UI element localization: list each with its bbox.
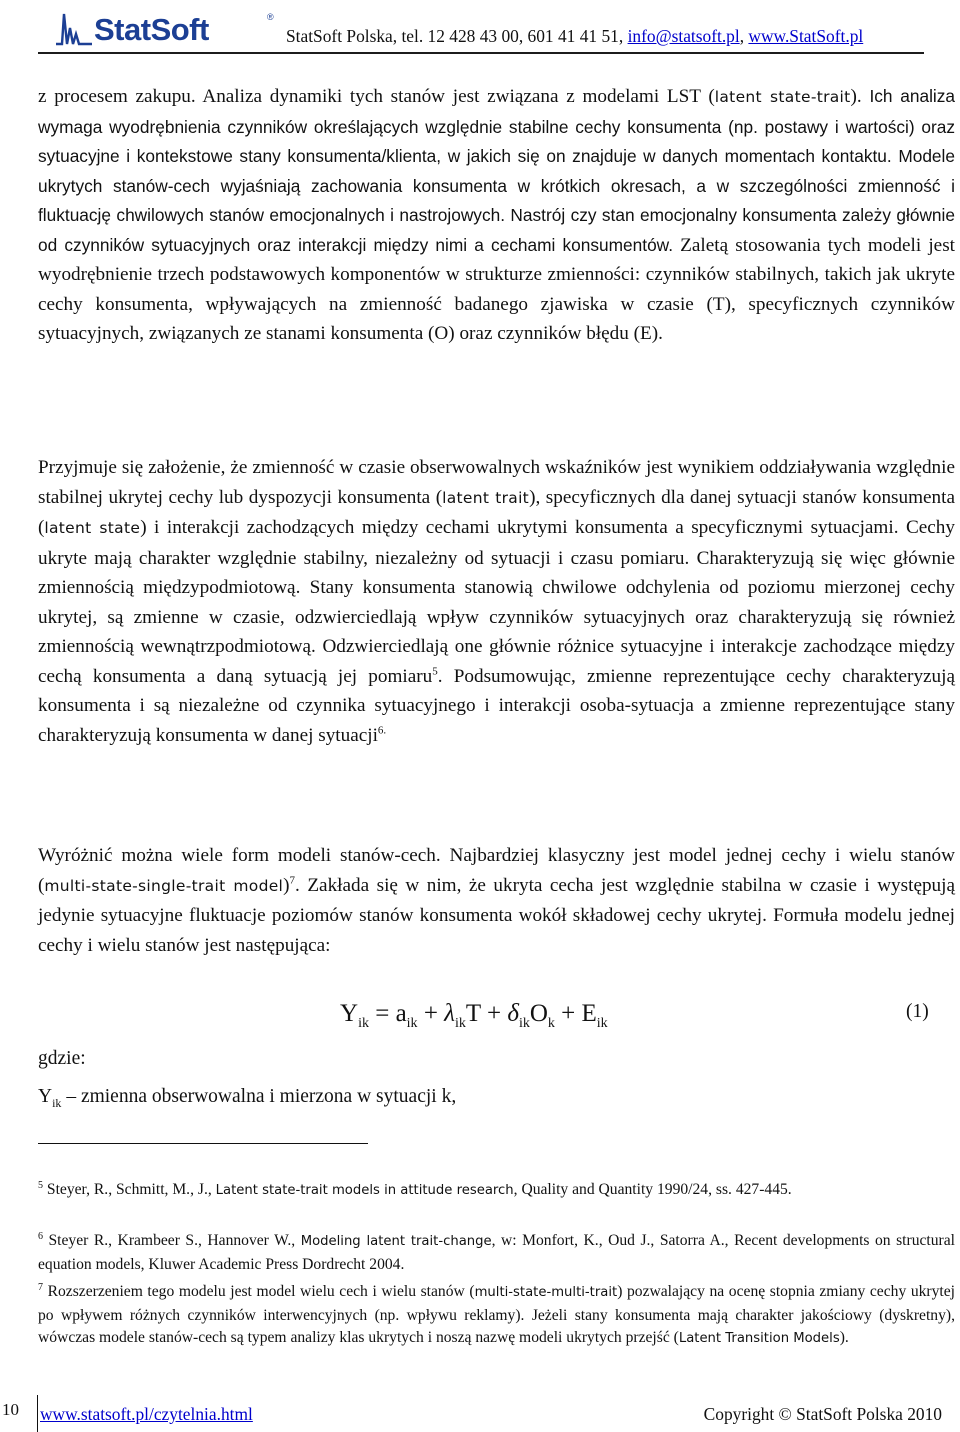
paragraph-1: z procesem zakupu. Analiza dynamiki tych stanów jest związana z modelami LST (latent state-trait). Ich analiza wymaga wyodrębnienia czynników określających względnie stabilne cechy konsumenta (np. postawy i wartości) oraz sytuacyjne i kontekstowe stany konsumenta/klienta, w jakich się on znajduje w danych momentach kontaktu. Modele ukrytych stanów-cech wyjaśniają zachowania konsumenta w krótkich okresach, a w szczególności zmienność i fluktuację chwilowych stanów emocjonalnych i nastrojowych. Nastrój czy stan emocjonalny konsumenta zależy głównie od czynników sytuacyjnych oraz interakcji między nimi a cechami konsumentów. Zaletą stosowania tych modeli jest wyodrębnienie trzech podstawowych komponentów w strukturze zmienności: czynników stabilnych, takich jak ukryte cechy konsumenta, wpływających na zmienność badanego zjawiska w czasie (T), specyficznych czynników sytuacyjnych, związanych ze stanami konsumenta (O) oraz czynników błędu (E). [38,86,956,344]
paragraph-2: Przyjmuje się założenie, że zmienność w czasie obserwowalnych wskaźników jest wynikiem oddziaływania względnie stabilnej ukrytej cechy lub dyspozycji konsumenta (latent trait), specyficznych dla danej sytuacji stanów konsumenta (latent state) i interakcji zachodzących między cechami ukrytymi konsumenta a specyficznymi sytuacjami. Cechy ukryte mają charakter względnie stabilny, niezależny od sytuacji i czasu pomiaru. Charakteryzują się więc głównie zmiennością międzypodmiotową. Stany konsumenta stanowią chwilowe odchylenia od poziomu mierzonej cechy ukrytej, są zmienne w czasie, odzwierciedlają wpływ czynników sytuacyjnych oraz charakteryzują się również zmiennością wewnątrzpodmiotową. Odzwierciedlają one głównie różnice sytuacyjne i interakcje zachodzące między cechą konsumenta a daną sytuacją jej pomiaru$^5$. Podsumowując, zmienne reprezentujące cechy charakteryzują konsumenta i są niezależne od czynnika sytuacyjnego i interakcji osoba-sytuacja a zmienne reprezentujące stany charakteryzują konsumenta w danej sytuacji$^{6.}$ [38,457,956,746]
definition-y: $Y_{ik}$ – zmienna obserwowalna i mierzona w sytuacji k, [38,1086,457,1110]
contact-info: StatSoft Polska, tel. 12 428 43 00, 601 41 41 51, [286,26,624,46]
paragraph-3: Wyróżnić można wiele form modeli stanów-cech. Najbardziej klasyczny jest model jednej cechy i wielu stanów (multi-state-single-trait model)$^7$. Zakłada się w nim, że ukryta cecha jest względnie stabilna w czasie i występują jedynie sytuacyjne fluktuacje poziomów stanów konsumenta wokół składowej cechy ukrytej. Formuła modelu jednej cechy i wielu stanów jest następująca: [38,845,955,956]
footnote-ref-7[interactable]: 7 [289,874,296,887]
footer-link[interactable]: www.statsoft.pl/czytelnia.html [40,1404,253,1424]
statsoft-wave-icon [54,8,94,48]
statsoft-logo[interactable] [54,6,274,50]
registered-mark: ® [267,12,274,22]
equation-number: (1) [906,1001,929,1022]
footer-divider [37,1395,38,1432]
model-formula: $Y_{ik} = a_{ik} + \lambda_{ik}T + \delta_{ik}O_k + E_{ik}$ [340,1000,608,1031]
email-link[interactable]: info@statsoft.pl [627,26,740,46]
website-link[interactable]: www.StatSoft.pl [748,26,864,46]
footnote-ref-5[interactable]: 5 [432,665,438,678]
footnote-6: $^6$ Steyer R., Krambeer S., Hannover W., Modeling latent trait-change, w: Monfort, K., Oud J., Satorra A., Recent developments on structural equation models, Kluwer Academic Press Dordrecht 2004. [38,1231,955,1273]
page-header [40,6,920,50]
footnote-5: $^5$ Steyer, R., Schmitt, M., J., Latent state-trait models in attitude research, Quality and Quantity 1990/24, ss. 427-445. [38,1180,792,1199]
where-label: gdzie: [38,1048,86,1069]
page-number: 10 [2,1400,19,1419]
copyright: Copyright © StatSoft Polska 2010 [703,1404,942,1424]
footnote-ref-6[interactable]: 6. [377,724,387,737]
footnote-divider [38,1143,368,1144]
brand-name: StatSoft [94,12,209,47]
header-divider [38,52,924,54]
header-contact: StatSoft Polska, tel. 12 428 43 00, 601 41 41 51, info@statsoft.pl, www.StatSoft.pl [286,26,864,46]
footnote-7: $^7$ Rozszerzeniem tego modelu jest model wielu cech i wielu stanów (multi-state-multi-trait) pozwalający na ocenę stopnia zmiany cechy ukrytej po wpływem różnych czynników interwencyjnych (np. wpływu reklamy). Jeżeli stany konsumenta mają charakter jakościowy (dyskretny), wówczas modele stanów-cech są typem analizy klas ukrytych i noszą nazwę modeli ukrytych przejść (Latent Transition Models). [38,1282,955,1347]
